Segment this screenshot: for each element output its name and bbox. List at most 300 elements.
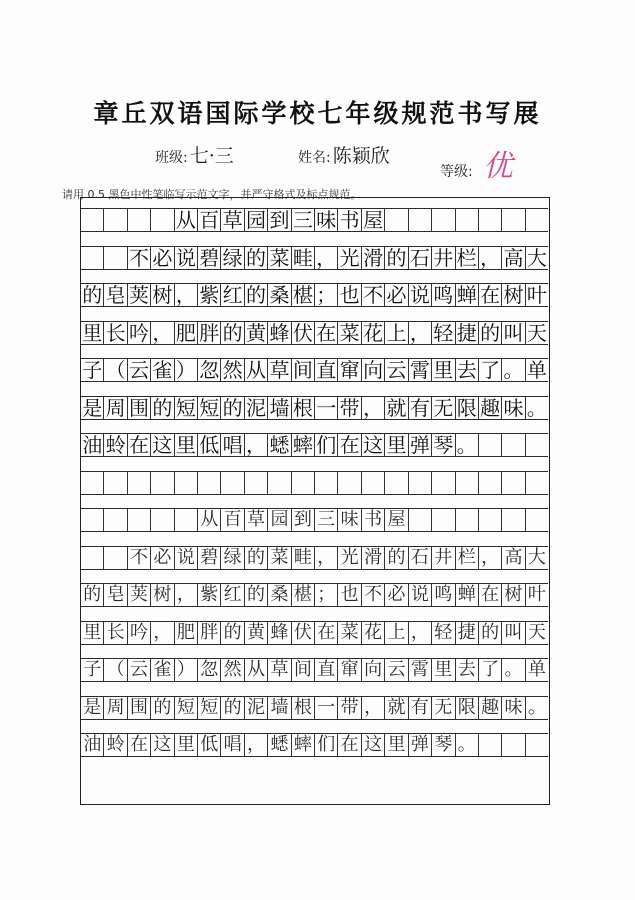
grid-cell: 是 (83, 696, 102, 718)
grid-row (81, 283, 548, 307)
grid-cell: 带 (337, 397, 360, 419)
grid-cell: 里 (83, 621, 102, 643)
grid-cell: 在 (127, 434, 150, 456)
grid-row (81, 358, 548, 382)
grid-cell: （ (103, 659, 126, 681)
grid-cell: 墙 (267, 697, 290, 719)
grid-cell: 长 (103, 322, 126, 344)
grid-cell (431, 509, 454, 531)
grid-cell: ， (408, 322, 431, 344)
grid-cell: 琴 (431, 434, 454, 456)
grid-cell: 里 (384, 734, 407, 756)
grid-cell (150, 209, 173, 231)
grid-cell (103, 472, 126, 494)
grid-cell: 蜂 (267, 622, 290, 644)
grid-cell: 胖 (197, 322, 220, 344)
grid-cell (150, 509, 173, 531)
grid-cell: 百 (220, 509, 243, 531)
grid-cell: 去 (455, 359, 478, 381)
grid-cell (525, 509, 548, 531)
grid-cell (81, 247, 103, 269)
grid-cell: 霄 (408, 359, 431, 381)
grid-cell: ， (244, 734, 267, 756)
grid-cell: 高 (501, 247, 524, 269)
grid-cell (408, 472, 431, 494)
grid-cell: 井 (431, 547, 454, 569)
grid-cell: 这 (150, 734, 173, 756)
grid-cell: 不 (127, 247, 150, 269)
grid-cell: 说 (174, 247, 197, 269)
grid-cell (127, 209, 150, 231)
grid-cell: 长 (103, 622, 126, 644)
grid-cell: 树 (501, 284, 524, 306)
grid-cell: 蛉 (103, 734, 126, 756)
grid-cell: 鸣 (431, 284, 454, 306)
grid-cell: 天 (525, 322, 548, 344)
grid-cell: 向 (361, 659, 384, 681)
grid-cell: 的 (150, 697, 173, 719)
grid-cell: 吟 (127, 622, 150, 644)
grid-cell: 云 (127, 359, 150, 381)
grid-cell: 的 (478, 322, 501, 344)
grid-cell: 树 (150, 284, 173, 306)
grid-cell: 草 (267, 359, 290, 381)
grid-cell: 带 (337, 697, 360, 719)
grid-cell: 弹 (408, 734, 431, 756)
grid-cell: 大 (525, 547, 548, 569)
grid-cell: 的 (220, 697, 243, 719)
grid-cell (501, 209, 524, 231)
grid-cell (361, 472, 384, 494)
grid-cell: 了 (478, 659, 501, 681)
grid-row (81, 471, 548, 495)
grid-cell: ； (314, 584, 337, 606)
grid-cell: 然 (220, 659, 243, 681)
grid-cell (127, 509, 150, 531)
grid-cell: 窜 (337, 659, 360, 681)
grid-cell (478, 509, 501, 531)
grid-cell: 低 (197, 734, 220, 756)
grid-cell: 上 (384, 322, 407, 344)
grid-cell (197, 472, 220, 494)
grid-cell: 。 (455, 734, 478, 756)
grid-cell (81, 209, 103, 231)
grid-cell: 就 (384, 697, 407, 719)
grid-cell: 高 (501, 547, 524, 569)
grid-cell (384, 472, 407, 494)
grid-cell: ， (314, 547, 337, 569)
grid-cell: ， (150, 322, 173, 344)
grid-cell: 绿 (220, 547, 243, 569)
grid-cell (103, 247, 126, 269)
grid-cell: 云 (384, 359, 407, 381)
grid-cell: ， (150, 622, 173, 644)
grid-cell: 弹 (408, 434, 431, 456)
grid-cell (220, 472, 243, 494)
grid-cell: 荚 (127, 584, 150, 606)
grid-cell: 紫 (197, 584, 220, 606)
grid-cell: 墙 (267, 397, 290, 419)
grid-cell (455, 472, 478, 494)
grid-cell: 短 (174, 397, 197, 419)
grid-cell (103, 509, 126, 531)
grid-cell: 云 (384, 659, 407, 681)
grid-cell: 根 (291, 397, 314, 419)
grid-cell (291, 472, 314, 494)
grid-cell: 在 (314, 622, 337, 644)
grid-cell: 井 (431, 247, 454, 269)
grid-cell: 树 (501, 584, 524, 606)
grid-cell (408, 509, 431, 531)
name-value: 陈颖欣 (332, 145, 390, 167)
grid-cell: 里 (384, 434, 407, 456)
grid-cell: 红 (220, 284, 243, 306)
grid-cell: 畦 (291, 547, 314, 569)
grid-cell: 无 (431, 397, 454, 419)
grid-cell: 们 (314, 734, 337, 756)
grid-cell: 菜 (337, 622, 360, 644)
grid-cell: 的 (244, 584, 267, 606)
grid-cell: 在 (337, 734, 360, 756)
grid-row (81, 696, 548, 720)
grid-cell: 叶 (525, 284, 548, 306)
grid-cell (150, 472, 173, 494)
grid-cell: ； (314, 284, 337, 306)
grid-cell: 去 (455, 659, 478, 681)
grid-cell: 的 (220, 622, 243, 644)
grid-cell: 一 (314, 697, 337, 719)
grid-cell (501, 509, 524, 531)
grid-cell: 书 (361, 509, 384, 531)
grid-cell: 蟋 (267, 434, 290, 456)
grid-cell: 皂 (103, 584, 126, 606)
grid-cell: 蟀 (291, 734, 314, 756)
grid-cell: 紫 (197, 284, 220, 306)
grid-cell: 光 (337, 247, 360, 269)
grid-cell: 菜 (267, 247, 290, 269)
grid-cell: 这 (361, 434, 384, 456)
grid-row (81, 733, 548, 757)
grid-cell: 碧 (197, 247, 220, 269)
grid-cell: 的 (220, 322, 243, 344)
grid-cell: 窜 (337, 359, 360, 381)
grid-cell (384, 209, 407, 231)
grid-cell (337, 472, 360, 494)
grid-cell (455, 509, 478, 531)
grid-cell: 。 (455, 434, 478, 456)
grid-cell: 在 (337, 434, 360, 456)
grid-cell: ， (478, 247, 501, 269)
grid-cell: 唱 (220, 734, 243, 756)
grid-cell: 伏 (291, 622, 314, 644)
grid-cell (81, 547, 103, 569)
grid-cell: 蟋 (267, 734, 290, 756)
grid-cell: 栏 (455, 247, 478, 269)
grade-value: 优 (482, 149, 513, 184)
grid-cell: 石 (408, 247, 431, 269)
grid-cell: 椹 (291, 284, 314, 306)
grid-cell: 周 (103, 397, 126, 419)
grid-cell: 里 (431, 659, 454, 681)
grid-cell: 也 (337, 584, 360, 606)
grid-cell: 根 (291, 697, 314, 719)
grid-cell: 轻 (431, 322, 454, 344)
name-field (298, 141, 390, 169)
grid-cell: 叶 (525, 584, 548, 606)
grid-cell (127, 472, 150, 494)
grid-cell: 直 (314, 359, 337, 381)
grid-cell: 。 (501, 659, 524, 681)
grid-row (81, 321, 548, 345)
grid-cell: 说 (174, 547, 197, 569)
grid-cell: 到 (291, 509, 314, 531)
grid-cell: 蝉 (455, 284, 478, 306)
grid-cell: 黄 (244, 622, 267, 644)
class-value: 七·三 (189, 145, 234, 167)
grid-cell: 菜 (267, 547, 290, 569)
grid-cell: 蛉 (103, 434, 126, 456)
grid-cell: 的 (384, 247, 407, 269)
grid-cell: 滑 (361, 247, 384, 269)
grid-cell: 里 (431, 359, 454, 381)
grid-cell: 轻 (431, 622, 454, 644)
grid-cell: 里 (174, 434, 197, 456)
grid-cell (478, 734, 501, 756)
grid-cell (431, 472, 454, 494)
grid-cell: 。 (525, 697, 548, 719)
grid-cell: 一 (314, 397, 337, 419)
grid-cell: 味 (337, 509, 360, 531)
grid-cell (525, 434, 548, 456)
grid-cell: ， (478, 547, 501, 569)
grid-cell: 吟 (127, 322, 150, 344)
grid-cell: 单 (525, 659, 548, 681)
grid-cell: 椹 (291, 584, 314, 606)
grid-cell: 了 (478, 359, 501, 381)
grid-cell: 光 (337, 547, 360, 569)
grid-cell: ， (314, 247, 337, 269)
grid-row (81, 546, 548, 570)
grid-cell: （ (103, 359, 126, 381)
grid-cell: 说 (408, 284, 431, 306)
grid-cell: 里 (174, 734, 197, 756)
grid-cell (267, 472, 290, 494)
grid-cell: ， (174, 584, 197, 606)
grid-cell: 草 (220, 209, 243, 231)
grid-cell: 栏 (455, 547, 478, 569)
grid-cell: 雀 (150, 659, 173, 681)
grid-cell: 蝉 (455, 584, 478, 606)
grid-cell: 霄 (408, 659, 431, 681)
grid-cell (408, 209, 431, 231)
grid-cell (81, 472, 103, 494)
grid-cell: 鸣 (431, 584, 454, 606)
grid-cell: 花 (361, 622, 384, 644)
grid-cell: 在 (478, 284, 501, 306)
grid-cell (525, 472, 548, 494)
grid-cell: 油 (82, 433, 103, 457)
grid-cell: ） (174, 659, 197, 681)
grid-cell: 的 (384, 547, 407, 569)
grid-cell (314, 472, 337, 494)
grid-cell: 趣 (478, 397, 501, 419)
grid-cell: 桑 (267, 584, 290, 606)
grid-cell: 书 (337, 209, 360, 231)
grid-cell: 蜂 (267, 322, 290, 344)
grid-cell (244, 472, 267, 494)
grid-cell: 说 (408, 584, 431, 606)
grid-cell: 从 (174, 209, 197, 231)
grid-cell: 琴 (431, 734, 454, 756)
grid-cell: 这 (150, 434, 173, 456)
grid-cell: 的 (244, 247, 267, 269)
grid-row (81, 208, 548, 232)
grid-cell: 不 (361, 284, 384, 306)
grid-cell: ， (408, 622, 431, 644)
grid-cell: 三 (291, 209, 314, 231)
grid-cell: 捷 (455, 322, 478, 344)
grid-cell: 天 (525, 622, 548, 644)
grid-cell: 在 (314, 322, 337, 344)
grid-cell: 草 (267, 659, 290, 681)
writing-grid (80, 197, 550, 805)
grid-cell: 红 (220, 584, 243, 606)
grid-cell: 忽 (197, 359, 220, 381)
grid-cell: 间 (291, 359, 314, 381)
grid-cell: 低 (197, 434, 220, 456)
grid-cell: 有 (408, 697, 431, 719)
grid-cell: 子 (82, 358, 103, 382)
grid-cell: 园 (267, 509, 290, 531)
name-label: 姓名: (298, 150, 331, 166)
grid-cell: 菜 (337, 322, 360, 344)
grid-cell: 到 (267, 209, 290, 231)
grid-cell: 从 (244, 359, 267, 381)
grid-cell: 荚 (127, 284, 150, 306)
grid-cell: 无 (431, 697, 454, 719)
grid-cell: ， (244, 434, 267, 456)
grid-cell: 必 (150, 547, 173, 569)
grid-cell: 在 (127, 734, 150, 756)
grid-cell: 屋 (361, 209, 384, 231)
grid-cell: 从 (197, 509, 220, 531)
grid-cell: 云 (127, 659, 150, 681)
grid-row (81, 246, 548, 270)
grid-cell: 花 (361, 322, 384, 344)
grid-cell: 间 (291, 659, 314, 681)
grid-cell: 向 (361, 359, 384, 381)
grid-cell: 百 (197, 209, 220, 231)
grid-cell: 桑 (267, 284, 290, 306)
grid-row (81, 658, 548, 682)
grid-cell: 草 (244, 509, 267, 531)
grid-cell: 们 (314, 434, 337, 456)
grid-cell: 单 (525, 359, 548, 381)
grid-cell: 忽 (197, 659, 220, 681)
grid-cell: 短 (174, 697, 197, 719)
grid-cell: 畦 (291, 247, 314, 269)
grid-cell: 有 (408, 397, 431, 419)
grid-cell: 短 (197, 697, 220, 719)
grid-cell: 的 (82, 283, 103, 307)
grid-cell: 周 (103, 697, 126, 719)
grid-cell: 碧 (197, 547, 220, 569)
grid-cell: 屋 (384, 509, 407, 531)
grid-cell: 必 (384, 284, 407, 306)
grid-cell: 雀 (150, 359, 173, 381)
grid-row (81, 583, 548, 607)
grid-row (81, 396, 548, 420)
grid-cell: ， (174, 284, 197, 306)
grid-cell: 必 (384, 584, 407, 606)
grid-cell: 皂 (103, 284, 126, 306)
grid-cell: 绿 (220, 247, 243, 269)
grid-cell: 必 (150, 247, 173, 269)
grid-cell: 味 (501, 397, 524, 419)
grid-cell (525, 209, 548, 231)
grid-cell: 的 (478, 622, 501, 644)
grid-cell: 不 (127, 547, 150, 569)
grid-cell: 的 (150, 397, 173, 419)
grid-cell: 直 (314, 659, 337, 681)
grid-cell: 不 (361, 584, 384, 606)
grade-label: 等级: (440, 164, 473, 180)
grid-cell: 也 (337, 284, 360, 306)
grid-cell: 从 (244, 659, 267, 681)
grid-cell: 是 (82, 395, 103, 420)
grid-cell: 围 (127, 397, 150, 419)
grid-cell: 围 (127, 697, 150, 719)
grid-cell: 胖 (197, 622, 220, 644)
class-label: 班级: (155, 150, 188, 166)
grid-cell: 就 (384, 397, 407, 419)
grid-cell: 上 (384, 622, 407, 644)
grid-cell (501, 734, 524, 756)
grid-cell: 叫 (501, 322, 524, 344)
grid-cell: 蟀 (291, 434, 314, 456)
grid-cell: 限 (455, 697, 478, 719)
grid-cell: 唱 (220, 434, 243, 456)
grid-cell: 大 (525, 247, 548, 269)
grid-cell: ， (361, 397, 384, 419)
grid-cell: 趣 (478, 697, 501, 719)
grid-cell: 的 (244, 547, 267, 569)
grid-cell: 叫 (501, 622, 524, 644)
grid-row (81, 508, 548, 532)
grid-cell: 黄 (244, 322, 267, 344)
grid-cell: 树 (150, 584, 173, 606)
grid-cell: 捷 (455, 622, 478, 644)
grid-cell: 滑 (361, 547, 384, 569)
grid-cell (103, 209, 126, 231)
instruction-text: 请用 0.5 黑色中性笔临写示范文字，并严守格式及标点规范。 (62, 188, 362, 201)
grid-cell (81, 509, 103, 531)
grid-cell: 园 (244, 209, 267, 231)
grid-row (81, 621, 548, 645)
grid-cell: 的 (83, 584, 102, 605)
grid-cell (478, 472, 501, 494)
grid-cell: 然 (220, 359, 243, 381)
grid-cell: ） (174, 359, 197, 381)
grid-cell: 子 (83, 659, 102, 680)
grid-cell: 三 (314, 509, 337, 531)
grid-cell: 的 (244, 284, 267, 306)
grid-cell: 这 (361, 734, 384, 756)
grid-cell: 。 (501, 359, 524, 381)
grid-cell (431, 209, 454, 231)
grid-cell: 泥 (244, 697, 267, 719)
grid-cell: 味 (314, 209, 337, 231)
